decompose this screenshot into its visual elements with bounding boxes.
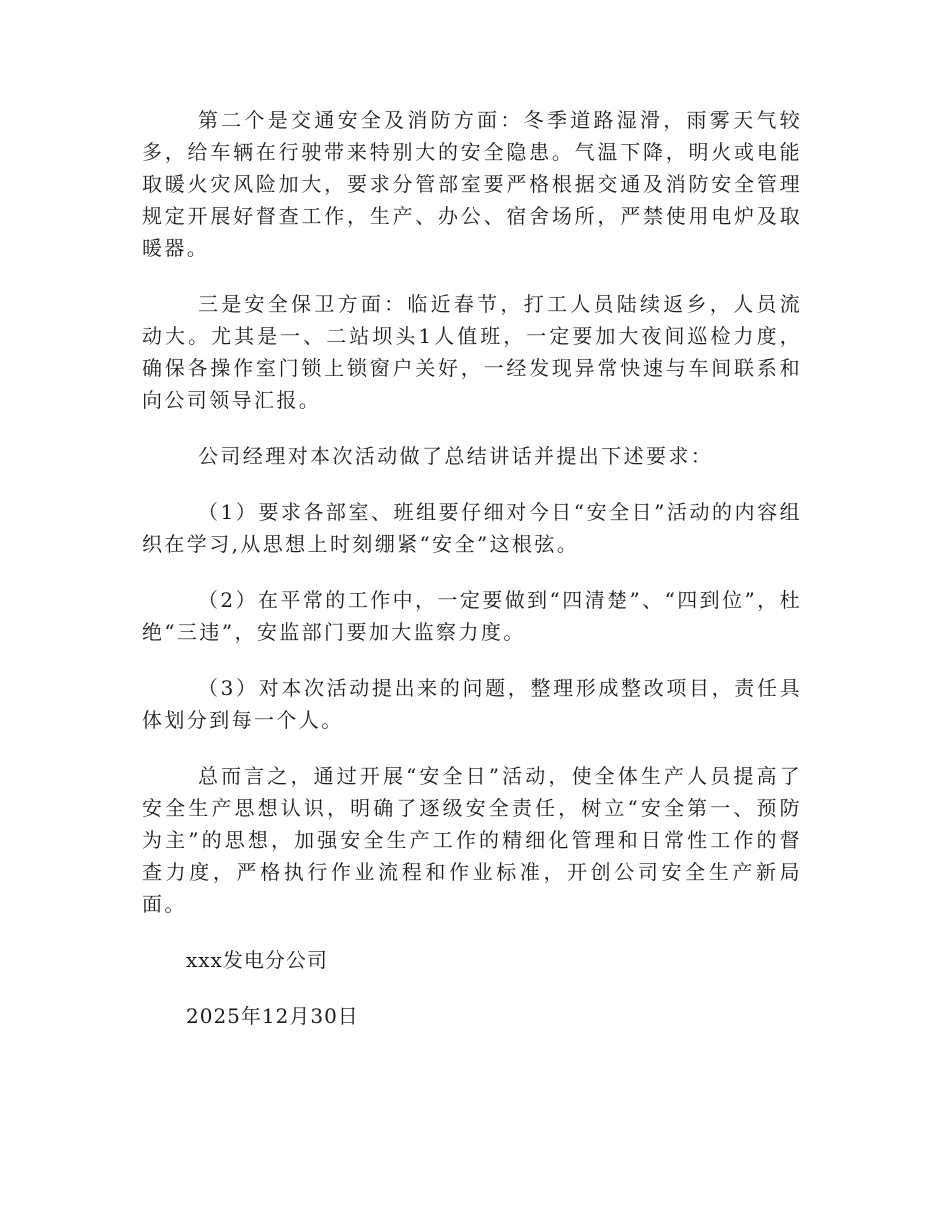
paragraph-security: 三是安全保卫方面：临近春节，打工人员陆续返乡，人员流动大。尤其是一、二站坝头1人值班，一定要加大夜间巡检力度，确保各操作室门锁上锁窗户关好，一经发现异常快速与车间联系和向公司领导汇报。 <box>142 292 802 412</box>
requirement-item-3: （3）对本次活动提出来的问题，整理形成整改项目，责任具体划分到每一个人。 <box>142 676 802 732</box>
requirement-item-1: （1）要求各部室、班组要仔细对今日“安全日”活动的内容组织在学习,从思想上时刻绷紧“安全”这根弦。 <box>142 500 802 556</box>
paragraph-traffic-fire-safety: 第二个是交通安全及消防方面：冬季道路湿滑，雨雾天气较多，给车辆在行驶带来特别大的安全隐患。气温下降，明火或电能取暖火灾风险加大，要求分管部室要严格根据交通及消防安全管理规定开展好督查工作，生产、办公、宿舍场所，严禁使用电炉及取暖器。 <box>142 108 802 260</box>
document-page <box>142 104 802 1056</box>
signature-company: xxx发电分公司 <box>186 948 328 972</box>
signature-date: 2025年12月30日 <box>186 1004 359 1028</box>
paragraph-manager-summary: 公司经理对本次活动做了总结讲话并提出下述要求： <box>198 444 714 468</box>
requirement-item-2: （2）在平常的工作中，一定要做到“四清楚”、“四到位”，杜绝“三违”，安监部门要加大监察力度。 <box>142 588 802 644</box>
paragraph-conclusion: 总而言之，通过开展“安全日”活动，使全体生产人员提高了安全生产思想认识，明确了逐级安全责任，树立“安全第一、预防为主”的思想，加强安全生产工作的精细化管理和日常性工作的督查力度，严格执行作业流程和作业标准，开创公司安全生产新局面。 <box>142 764 802 916</box>
